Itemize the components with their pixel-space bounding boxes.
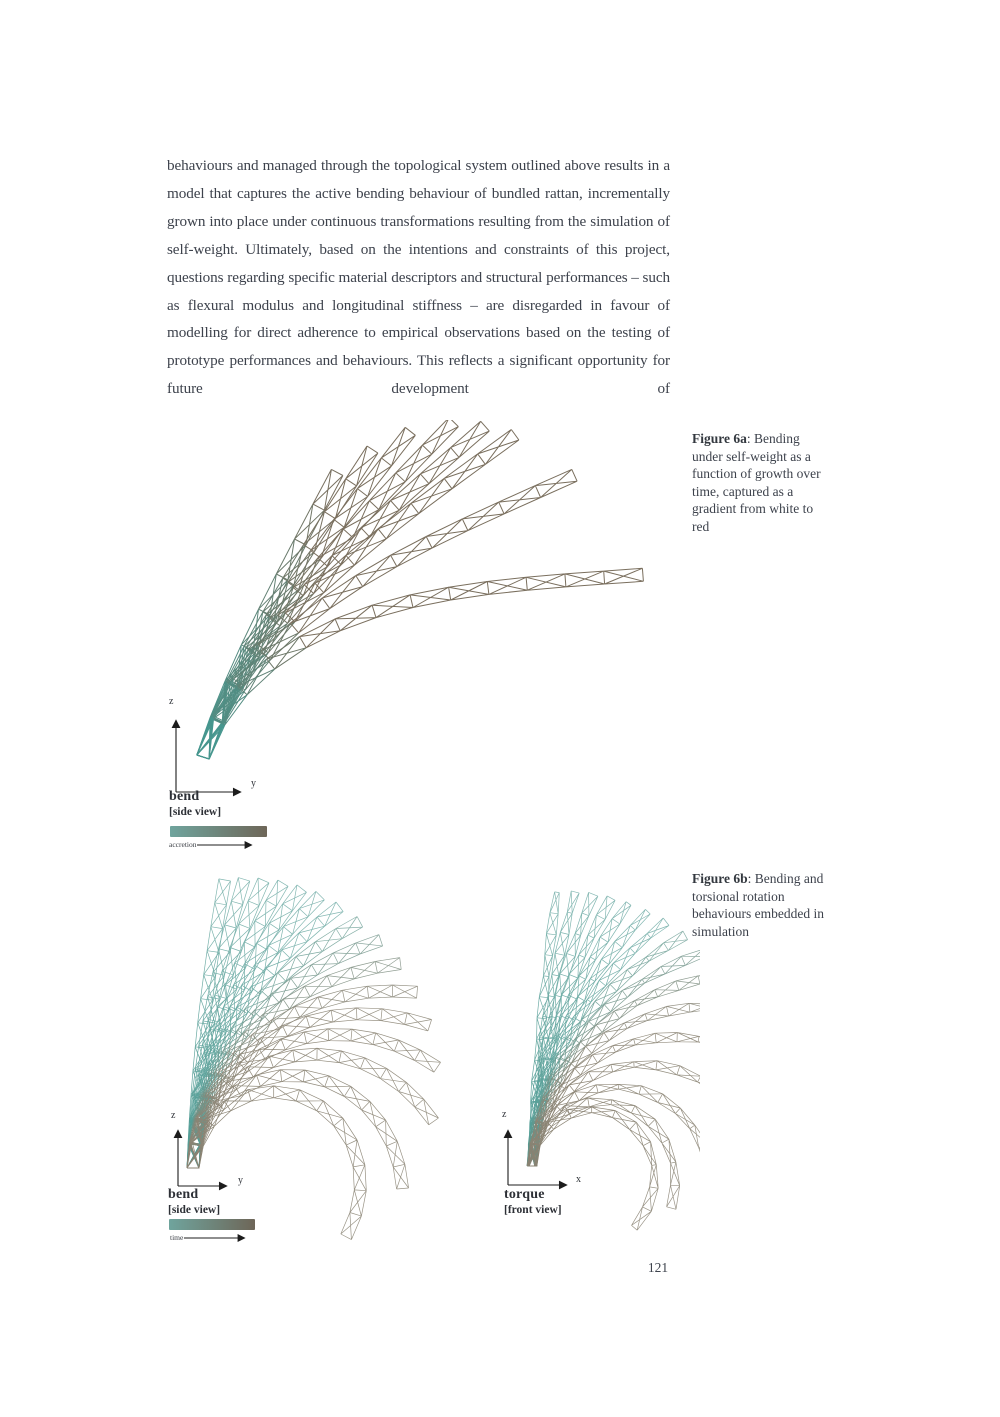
truss-arm-segment (254, 994, 280, 1020)
truss-arm-segment (569, 955, 585, 978)
truss-arm-segment (592, 1046, 615, 1063)
truss-arm-segment (645, 1006, 669, 1020)
figure-6b-bend-view-sublabel: [side view] (168, 1204, 221, 1216)
truss-arm-segment (257, 1070, 282, 1087)
truss-arm-segment (399, 1082, 424, 1107)
figure-6b-torque-z-axis-label: z (502, 1109, 507, 1120)
truss-arm-segment (698, 1036, 700, 1047)
truss-arm-segment (341, 1213, 362, 1240)
truss-arm-segment (304, 1029, 329, 1044)
truss-arm-segment (396, 445, 432, 482)
truss-arm-segment (664, 931, 688, 951)
truss-arm-segment (356, 935, 383, 954)
truss-arm-segment (565, 571, 605, 587)
figure-6b-gradient-bar (169, 1219, 255, 1230)
truss-arm-segment (239, 901, 260, 929)
figure-6a-caption-label: Figure 6a (692, 431, 747, 446)
truss-arm-segment (283, 909, 308, 935)
truss-arm-segment (342, 986, 368, 1002)
truss-arm-segment (604, 568, 644, 584)
truss-arm-segment (373, 1033, 399, 1051)
truss-arm-segment (213, 949, 230, 976)
truss-arm-segment (305, 976, 332, 997)
truss-arm-segment (197, 717, 225, 759)
body-paragraph: behaviours and managed through the topological system outlined above results in a model that captures the active bending behaviour of bundled rattan, incrementally grown into place under continuous transformations resulting from the simulation of self-weight. Ultimately, based on the intentions and constraints of this project, questions regarding specific material descriptors and structural performances – such as flexural modulus and longitudinal stiffness – are disregarded in favour of modelling for direct adherence to empirical observations based on the testing of prototype performances and behaviours. This reflects a significant opportunity for future development of (167, 157, 670, 398)
truss-arm-segment (550, 892, 559, 914)
truss-arm-segment (487, 577, 527, 594)
truss-arm-segment (499, 486, 541, 514)
truss-arm-segment (357, 1008, 383, 1021)
figure-6a-caption-text: : Bending under self-weight as a function of growth over time, captured as a gradient from white to red (692, 431, 821, 534)
figure-6b-torque-x-axis-label: x (576, 1174, 581, 1185)
truss-arm-segment (462, 502, 504, 530)
truss-arm-segment (356, 555, 397, 586)
figure-6b-torque-view-sublabel: [front view] (504, 1204, 562, 1216)
truss-arm-segment (328, 1029, 352, 1041)
truss-arm-segment (478, 430, 519, 465)
truss-arm-segment (698, 974, 700, 984)
truss-arm-segment (295, 997, 322, 1017)
truss-arm-segment (393, 985, 418, 998)
truss-arm-segment (393, 1164, 408, 1189)
truss-arm-segment (689, 1003, 700, 1012)
figure-6a-view-label: bend (169, 789, 200, 804)
truss-arm-segment (362, 1101, 386, 1126)
figure-6a-z-axis-label: z (169, 696, 174, 707)
truss-arm-segment (422, 420, 458, 454)
truss-arm-segment (266, 880, 288, 906)
truss-arm-segment (546, 913, 558, 935)
truss-arm-segment (543, 955, 552, 977)
truss-arm-segment (318, 990, 345, 1008)
truss-arm-segment (698, 1076, 700, 1094)
truss-arm-segment (245, 1014, 271, 1040)
truss-arm-segment (296, 1090, 323, 1111)
truss-arm-segment (311, 953, 338, 975)
figure-6b-gradient-arrow-icon (184, 1233, 252, 1243)
truss-arm-segment (655, 1033, 677, 1043)
truss-arm-segment (619, 1084, 642, 1094)
truss-arm-segment (677, 1033, 699, 1043)
truss-arm-segment (635, 990, 658, 1006)
truss-arm-segment (336, 917, 363, 939)
truss-arm-segment (560, 912, 572, 934)
truss-arm-segment (575, 913, 589, 936)
truss-arm-segment (592, 1107, 616, 1118)
truss-arm-segment (655, 981, 679, 997)
truss-arm-segment (539, 976, 549, 998)
truss-arm-segment (526, 574, 566, 590)
truss-arm-segment (415, 1050, 441, 1072)
truss-arm-segment (630, 934, 651, 954)
truss-arm-segment (344, 1086, 370, 1110)
truss-arm-segment (656, 1061, 680, 1075)
truss-arm-segment (632, 1207, 652, 1230)
truss-arm-segment (613, 1039, 636, 1052)
truss-arm-segment (391, 537, 433, 567)
truss-arm-segment (662, 1139, 676, 1163)
truss-arm-segment (350, 1190, 366, 1216)
truss-arm-segment (303, 1070, 328, 1087)
truss-arm-segment (346, 529, 386, 565)
truss-arm-segment (630, 909, 650, 930)
truss-arm-segment (611, 1100, 635, 1113)
truss-arm-segment (317, 1101, 343, 1126)
truss-arm-segment (293, 1048, 317, 1062)
truss-arm-segment (410, 587, 451, 607)
truss-arm-segment (545, 934, 557, 956)
figure-6a-truss-drawing (160, 420, 680, 862)
truss-arm-segment (215, 879, 231, 905)
figure-6a-gradient-bar (170, 826, 267, 837)
truss-arm-segment (596, 1084, 619, 1093)
truss-arm-segment (367, 985, 392, 998)
truss-arm-segment (299, 891, 324, 916)
truss-arm-segment (331, 1008, 357, 1022)
figure-6a-view-sublabel: [side view] (169, 806, 222, 818)
truss-arm-segment (266, 950, 291, 976)
truss-arm-segment (675, 1108, 694, 1129)
truss-arm-segment (322, 576, 363, 609)
truss-arm-segment (596, 896, 615, 920)
truss-arm-segment (676, 976, 700, 991)
figure-6a-gradient-legend (169, 840, 259, 850)
truss-arm-segment (317, 902, 343, 926)
truss-arm-segment (449, 582, 489, 601)
truss-arm-segment (612, 902, 631, 924)
page-number: 121 (647, 1260, 669, 1275)
truss-arm-segment (333, 943, 360, 964)
truss-arm-segment (251, 968, 275, 994)
truss-arm-segment (661, 956, 685, 974)
truss-arm-segment (268, 927, 292, 953)
figure-6b-gradient-legend (170, 1233, 252, 1243)
truss-arm-segment (346, 1140, 365, 1167)
figure-6b-caption-label: Figure 6b (692, 871, 748, 886)
truss-arm-segment (386, 1141, 405, 1167)
truss-arm-segment (643, 1187, 659, 1211)
truss-arm-segment (353, 1165, 366, 1191)
truss-arm-segment (690, 1125, 700, 1148)
truss-arm-segment (643, 1142, 656, 1166)
figure-6b-bend-z-axis-label: z (171, 1110, 176, 1121)
truss-arm-segment (658, 1094, 681, 1114)
truss-arm-segment (248, 1086, 274, 1101)
figure-6b-caption-text: : Bending and torsional rotation behaviours embedded in simulation (692, 871, 824, 939)
truss-arm-segment (375, 958, 401, 974)
truss-arm-segment (381, 1009, 407, 1025)
truss-arm-segment (578, 979, 595, 1001)
truss-arm-segment (648, 1119, 669, 1143)
truss-arm-segment (582, 892, 598, 915)
truss-arm-segment (327, 967, 354, 986)
truss-arm-segment (627, 957, 649, 976)
truss-arm-segment (677, 1066, 700, 1082)
truss-arm-segment (535, 469, 577, 497)
truss-arm-segment (588, 1098, 612, 1107)
truss-arm-segment (650, 1165, 659, 1189)
truss-arm-segment (699, 1144, 700, 1168)
truss-arm-segment (269, 904, 292, 930)
figure-6a-gradient-label: accretion (169, 840, 197, 849)
truss-arm-segment (543, 996, 555, 1018)
truss-arm-segment (204, 951, 219, 977)
truss-arm-segment (622, 979, 644, 997)
truss-arm-segment (567, 891, 579, 913)
truss-arm-segment (420, 448, 459, 484)
truss-arm-segment (372, 595, 413, 618)
truss-arm-segment (381, 427, 415, 466)
truss-arm-segment (282, 1016, 309, 1036)
truss-arm-segment (667, 1003, 690, 1016)
truss-arm-segment (335, 605, 376, 631)
truss-arm-segment (624, 1014, 647, 1029)
truss-arm-segment (317, 1048, 342, 1062)
figure-6b-bend-y-axis-label: y (238, 1175, 243, 1186)
truss-arm-segment (426, 519, 468, 548)
truss-arm-segment (405, 1013, 432, 1031)
truss-arm-segment (667, 1185, 680, 1209)
truss-arm-segment (211, 903, 227, 929)
figure-6b-torque-view-label: torque (504, 1187, 545, 1202)
figure-6a-gradient-arrow-icon (197, 840, 259, 850)
truss-arm-segment (376, 1120, 398, 1146)
truss-arm-segment (380, 1068, 406, 1091)
truss-arm-segment (411, 478, 452, 513)
truss-arm-segment (269, 1050, 295, 1068)
figure-6b-bend-truss-drawing (160, 868, 490, 1247)
truss-arm-segment (237, 987, 260, 1014)
truss-arm-segment (225, 901, 243, 928)
figure-6a-y-axis-label: y (251, 778, 256, 789)
truss-arm-segment (282, 933, 307, 958)
truss-arm-segment (615, 926, 636, 948)
truss-arm-segment (339, 1051, 365, 1069)
truss-arm-segment (274, 1086, 300, 1101)
truss-arm-segment (230, 924, 250, 952)
truss-arm-segment (671, 1162, 680, 1186)
truss-arm-segment (259, 1039, 285, 1060)
figure-6b-gradient-label: time (170, 1233, 184, 1242)
truss-arm-segment (444, 454, 485, 489)
figure-6b-bend-view-label: bend (168, 1187, 199, 1202)
truss-arm-segment (278, 957, 304, 982)
truss-arm-segment (351, 1029, 376, 1045)
truss-arm-segment (614, 1001, 637, 1019)
truss-arm-segment (207, 927, 223, 953)
truss-arm-segment (604, 1023, 627, 1041)
truss-arm-segment (231, 878, 250, 905)
truss-arm-segment (681, 949, 700, 965)
figure-6b-caption (692, 870, 844, 940)
truss-arm-segment (647, 918, 669, 938)
truss-arm-segment (325, 1076, 351, 1097)
truss-arm-segment (276, 539, 306, 580)
truss-arm-segment (611, 1062, 634, 1072)
truss-arm-segment (334, 1118, 357, 1145)
truss-arm-segment (634, 1033, 657, 1045)
truss-arm-segment (281, 1032, 307, 1050)
truss-arm-segment (634, 1061, 657, 1070)
truss-arm-segment (351, 962, 378, 979)
truss-arm-segment (415, 1099, 439, 1125)
truss-arm-segment (280, 1070, 305, 1082)
truss-arm-segment (642, 967, 665, 984)
figure-6a-caption (692, 430, 832, 536)
